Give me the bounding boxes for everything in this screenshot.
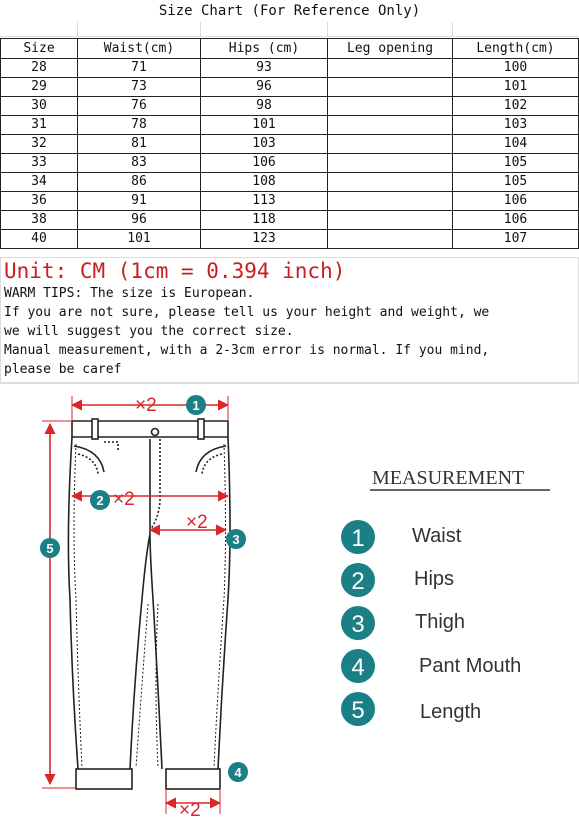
measurement-heading: MEASUREMENT <box>372 467 525 489</box>
measurement-figure <box>0 383 579 826</box>
table-row <box>1 230 579 249</box>
table-cell: 101 <box>453 78 579 97</box>
table-cell: 40 <box>1 230 78 249</box>
table-cell: 104 <box>453 135 579 154</box>
table-cell: 106 <box>201 154 328 173</box>
legend-item-length <box>341 692 481 726</box>
table-cell: 73 <box>78 78 201 97</box>
svg-text:4: 4 <box>234 765 242 780</box>
table-row <box>1 78 579 97</box>
svg-text:5: 5 <box>46 541 54 556</box>
legend-item-hips <box>341 563 454 597</box>
table-cell: 83 <box>78 154 201 173</box>
table-cell: 113 <box>201 192 328 211</box>
header-spacer-row <box>0 22 579 37</box>
svg-text:Hips: Hips <box>414 568 455 590</box>
badge-waist-small <box>186 395 206 415</box>
svg-text:Waist: Waist <box>412 525 462 547</box>
table-cell: 96 <box>201 78 328 97</box>
col-header-hips: Hips (cm) <box>201 39 328 59</box>
table-row <box>1 116 579 135</box>
col-header-size: Size <box>1 39 78 59</box>
table-cell: 106 <box>453 211 579 230</box>
table-cell: 108 <box>201 173 328 192</box>
svg-text:3: 3 <box>232 532 240 547</box>
svg-text:1: 1 <box>192 398 200 413</box>
table-cell: 93 <box>201 59 328 78</box>
table-cell: 106 <box>453 192 579 211</box>
pant-mouth-multiplier: ×2 <box>179 800 201 821</box>
table-cell <box>328 78 453 97</box>
table-cell <box>328 230 453 249</box>
table-cell: 102 <box>453 97 579 116</box>
size-chart-table <box>0 38 579 249</box>
table-cell: 34 <box>1 173 78 192</box>
col-header-waist: Waist(cm) <box>78 39 201 59</box>
table-cell: 78 <box>78 116 201 135</box>
table-cell: 32 <box>1 135 78 154</box>
table-row <box>1 97 579 116</box>
table-cell <box>328 97 453 116</box>
table-cell: 101 <box>78 230 201 249</box>
table-cell <box>328 173 453 192</box>
table-cell: 123 <box>201 230 328 249</box>
page-title: Size Chart (For Reference Only) <box>158 3 421 19</box>
table-row <box>1 192 579 211</box>
svg-text:2: 2 <box>96 493 104 508</box>
col-header-leg-opening: Leg opening <box>328 39 453 59</box>
note-line-2: If you are not sure, please tell us your height and weight, we <box>4 305 490 320</box>
table-cell <box>328 135 453 154</box>
table-cell: 101 <box>201 116 328 135</box>
hips-multiplier: ×2 <box>113 489 135 510</box>
note-line-5: please be caref <box>4 362 122 377</box>
table-row <box>1 173 579 192</box>
note-line-4: Manual measurement, with a 2-3cm error is normal. If you mind, <box>4 343 490 358</box>
table-header-row <box>1 39 579 59</box>
table-cell: 76 <box>78 97 201 116</box>
svg-text:Thigh: Thigh <box>415 611 466 633</box>
table-cell <box>328 192 453 211</box>
table-cell <box>328 211 453 230</box>
svg-text:2: 2 <box>351 568 365 595</box>
badge-thigh-small <box>226 529 246 549</box>
table-cell: 81 <box>78 135 201 154</box>
waist-multiplier: ×2 <box>135 395 157 416</box>
table-cell: 98 <box>201 97 328 116</box>
pants-diagram <box>0 384 579 826</box>
table-row <box>1 135 579 154</box>
table-cell: 103 <box>453 116 579 135</box>
table-cell: 100 <box>453 59 579 78</box>
svg-text:5: 5 <box>351 697 365 724</box>
table-row <box>1 211 579 230</box>
table-cell: 96 <box>78 211 201 230</box>
unit-note: Unit: CM (1cm = 0.394 inch) <box>4 259 346 283</box>
badge-hips-small <box>90 490 110 510</box>
table-cell: 91 <box>78 192 201 211</box>
thigh-multiplier: ×2 <box>186 512 208 533</box>
table-cell: 33 <box>1 154 78 173</box>
svg-text:3: 3 <box>351 611 365 638</box>
pants-outline <box>68 419 230 789</box>
table-cell <box>328 116 453 135</box>
table-cell: 38 <box>1 211 78 230</box>
table-cell: 71 <box>78 59 201 78</box>
col-header-length: Length(cm) <box>453 39 579 59</box>
svg-text:Length: Length <box>420 701 482 723</box>
warm-tips-line: WARM TIPS: The size is European. <box>4 286 255 301</box>
table-cell: 36 <box>1 192 78 211</box>
table-row <box>1 154 579 173</box>
legend-item-thigh <box>341 606 465 640</box>
table-cell: 86 <box>78 173 201 192</box>
table-body <box>1 59 579 249</box>
table-cell <box>328 154 453 173</box>
table-cell: 31 <box>1 116 78 135</box>
table-cell: 118 <box>201 211 328 230</box>
table-cell: 29 <box>1 78 78 97</box>
svg-text:4: 4 <box>351 654 365 681</box>
legend-item-pant-mouth <box>341 649 521 683</box>
table-cell: 103 <box>201 135 328 154</box>
table-cell <box>328 59 453 78</box>
table-cell: 28 <box>1 59 78 78</box>
badge-pant-mouth-small <box>228 762 248 782</box>
table-row <box>1 59 579 78</box>
table-cell: 105 <box>453 154 579 173</box>
table-cell: 105 <box>453 173 579 192</box>
svg-text:1: 1 <box>351 525 365 552</box>
table-cell: 30 <box>1 97 78 116</box>
badge-length-small <box>40 538 60 558</box>
legend-item-waist <box>341 520 462 554</box>
svg-text:Pant Mouth: Pant Mouth <box>419 655 522 677</box>
note-line-3: we will suggest you the correct size. <box>4 324 294 339</box>
table-cell: 107 <box>453 230 579 249</box>
